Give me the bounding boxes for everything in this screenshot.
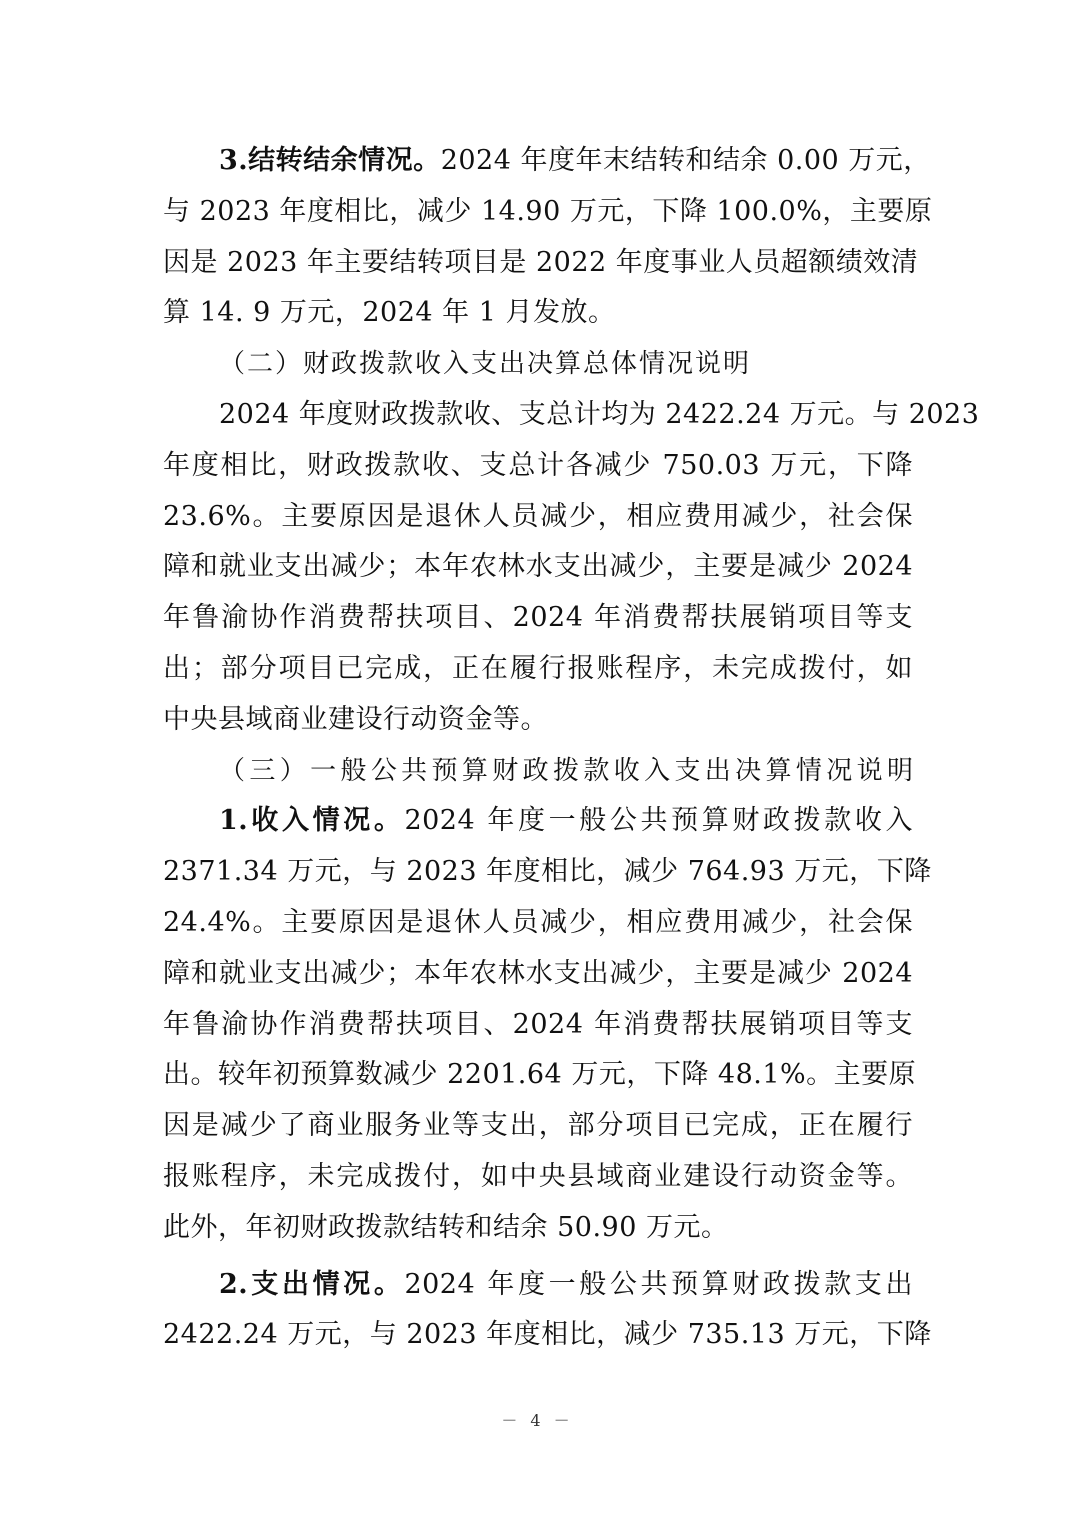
paragraph-line: 年鲁渝协作消费帮扶项目、2024 年消费帮扶展销项目等支 xyxy=(163,1008,913,1040)
paragraph-line: 出。较年初预算数减少 2201.64 万元，下降 48.1%。主要原 xyxy=(163,1059,917,1091)
paragraph-line: 算 14. 9 万元，2024 年 1 月发放。 xyxy=(163,297,616,329)
paragraph-line: 23.6%。主要原因是退休人员减少，相应费用减少，社会保 xyxy=(163,500,913,532)
subsection-label-income: 1.收入情况。 xyxy=(219,805,405,837)
paragraph-line: 与 2023 年度相比，减少 14.90 万元，下降 100.0%，主要原 xyxy=(163,195,933,227)
paragraph-line xyxy=(163,796,913,847)
paragraph-line: 2422.24 万元，与 2023 年度相比，减少 735.13 万元，下降 xyxy=(163,1319,932,1351)
paragraph-line: 此外，年初财政拨款结转和结余 50.90 万元。 xyxy=(163,1211,729,1243)
paragraph-line: 2024 年度财政拨款收、支总计均为 2422.24 万元。与 2023 xyxy=(219,398,980,430)
paragraph-line: 年鲁渝协作消费帮扶项目、2024 年消费帮扶展销项目等支 xyxy=(163,602,913,634)
paragraph-text: 2024 年度年末结转和结余 0.00 万元， xyxy=(440,145,931,176)
paragraph-line xyxy=(163,1260,913,1311)
paragraph-line: 2371.34 万元，与 2023 年度相比，减少 764.93 万元，下降 xyxy=(163,856,932,888)
paragraph-line: 年度相比，财政拨款收、支总计各减少 750.03 万元，下降 xyxy=(163,449,913,481)
paragraph-text: 2024 年度一般公共预算财政拨款收入 xyxy=(404,805,914,837)
subsection-label-expense: 2.支出情况。 xyxy=(219,1268,405,1300)
paragraph-line xyxy=(163,136,931,187)
paragraph-line: 中央县域商业建设行动资金等。 xyxy=(163,703,548,735)
paragraph-line: 因是减少了商业服务业等支出，部分项目已完成，正在履行 xyxy=(163,1110,913,1142)
paragraph-line: 因是 2023 年主要结转项目是 2022 年度事业人员超额绩效清 xyxy=(163,246,919,278)
paragraph-line: 障和就业支出减少；本年农林水支出减少，主要是减少 2024 xyxy=(163,957,913,989)
section-heading-carryover: 3.结转结余情况。 xyxy=(219,145,441,176)
paragraph-line: 报账程序，未完成拨付，如中央县域商业建设行动资金等。 xyxy=(163,1160,913,1192)
paragraph-text: 2024 年度一般公共预算财政拨款支出 xyxy=(404,1268,914,1300)
section-heading-fiscal-overview: （二）财政拨款收入支出决算总体情况说明 xyxy=(219,349,752,380)
paragraph-line: 出；部分项目已完成，正在履行报账程序，未完成拨付，如 xyxy=(163,652,913,684)
document-body xyxy=(163,136,980,1361)
paragraph-line: 24.4%。主要原因是退休人员减少，相应费用减少，社会保 xyxy=(163,906,913,938)
page-number: － 4 － xyxy=(501,1411,574,1430)
paragraph-line: 障和就业支出减少；本年农林水支出减少，主要是减少 2024 xyxy=(163,551,913,583)
section-heading-general-budget: （三）一般公共预算财政拨款收入支出决算情况说明 xyxy=(219,755,913,786)
